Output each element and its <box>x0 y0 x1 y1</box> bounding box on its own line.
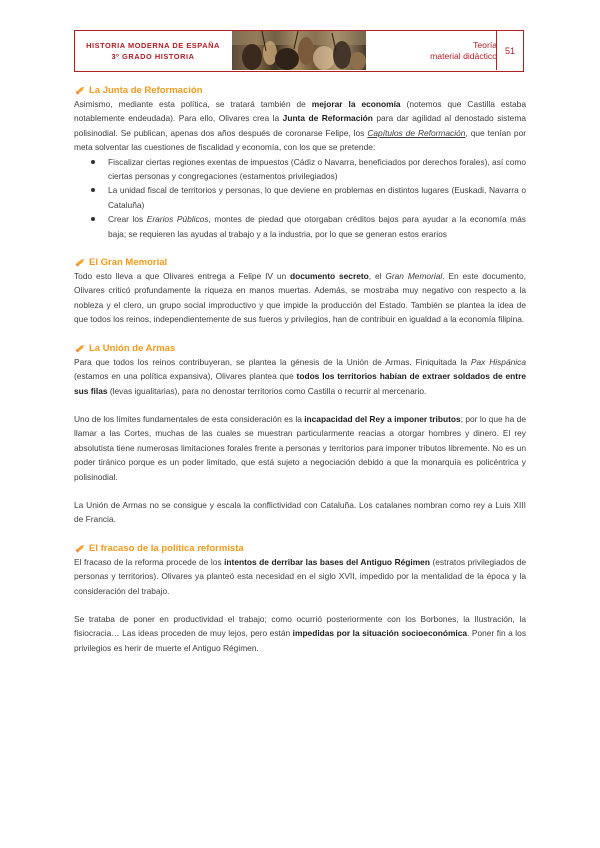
course-subtitle: 3º GRADO HISTORIA <box>111 51 195 61</box>
list-item <box>108 212 526 241</box>
page-content <box>74 84 526 655</box>
text-run: Se trataba de poner en productividad el trabajo; como ocurrió posteriormente con los Borbones, la Ilustración, la fisiocracia… Las ideas proceden de muy lejos, pero están <box>74 613 526 639</box>
text-run: Para que todos los reinos contribuyeran, se plantea la génesis de la Unión de Armas. Finiquitada la <box>74 356 471 367</box>
text-run: Asimismo, mediante esta política, se tratará también de <box>74 99 312 109</box>
material-type-line2: material didáctico <box>430 50 497 61</box>
text-run: intentos de derribar las bases del Antiguo Régimen <box>224 556 430 567</box>
pencil-icon <box>74 85 86 96</box>
text-run: mejorar la economía <box>311 99 401 109</box>
section-heading <box>74 342 526 355</box>
section-heading-text: El fracaso de la política reformista <box>89 542 244 554</box>
header-painting-image <box>232 31 366 70</box>
material-type-line1: Teoría <box>473 39 497 50</box>
paragraph <box>74 555 526 598</box>
pencil-icon <box>74 543 86 554</box>
paragraph <box>74 612 526 655</box>
list-item <box>108 183 526 212</box>
text-run: documento secreto <box>290 271 369 282</box>
text-run: Capítulos de Reformación <box>367 127 466 138</box>
text-run: para dar agilidad al denostado sistema polisinodial. Se publican, apenas dos años después de coronarse Felipe, los <box>74 113 526 138</box>
text-run: Gran Memorial <box>385 271 443 282</box>
text-run: Todo esto lleva a que Olivares entrega a Felipe IV un <box>74 271 291 282</box>
paragraph <box>74 355 526 398</box>
text-run: Erarios Públicos <box>146 214 209 225</box>
painting-illustration <box>232 31 366 70</box>
paragraph <box>74 97 526 155</box>
text-run: , que tenían por meta solventar las cuestiones de fiscalidad y economía, con los que se pretende: <box>74 127 527 153</box>
text-run: (estamos en una política expansiva), Olivares plantea que <box>74 371 297 382</box>
paragraph <box>74 269 526 327</box>
text-run: Junta de Reformación <box>282 113 373 124</box>
list-item <box>108 155 526 184</box>
section-heading-text: El Gran Memorial <box>89 257 168 269</box>
text-run: La Unión de Armas no se consigue y escala la conflictividad con Cataluña. Los catalanes nombran como rey a Luis XIII de Francia. <box>74 499 526 525</box>
material-type-block <box>375 31 497 70</box>
section-heading <box>74 84 526 97</box>
paragraph <box>74 412 526 484</box>
text-run: Uno de los límites fundamentales de esta consideración es la <box>74 413 305 424</box>
text-run: El fracaso de la reforma procede de los <box>74 556 225 567</box>
text-run: ; por lo que ha de llamar a las Cortes, muchas de las cuales se muestran particularmente reacias a otorgar hombres y dinero. El rey absolutista tiene numerosas limitaciones forales frente a personas y territorios para imponer tributos libremente. No es un poder tiránico porque es un poder limitado, que está sujeto a negociación debido a que la monarquía es policéntrica y polisinodial. <box>74 413 526 482</box>
section-heading-text: La Junta de Reformación <box>89 85 203 96</box>
section-heading-text: La Unión de Armas <box>89 342 176 354</box>
text-run: todos los territorios habían de extraer soldados de entre sus filas <box>74 371 526 396</box>
text-run: impedidas por la situación socioeconómica <box>292 628 468 639</box>
section-heading <box>74 542 526 555</box>
text-run: (levas igualitarias), para no denostar territorios como Castilla o recurrir al mercenario. <box>107 385 427 396</box>
text-run: Pax Hispánica <box>470 356 526 367</box>
text-run: . En este documento, Olivares criticó profundamente la riqueza en manos muertas. Además, se mostraba muy negativo con respecto a la nobleza y el clero, un grupo social improductivo y que impide la producción del Estado. También se plantea la idea de que todos los reinos, independientemente de sus fueros y privilegios, han de contribuir en igualdad a la economía filipina. <box>74 271 526 325</box>
page-number: 51 <box>496 31 523 70</box>
course-title-block <box>75 31 231 70</box>
text-run: Crear los <box>108 214 147 225</box>
section-heading <box>74 256 526 269</box>
bullet-list <box>74 155 526 241</box>
paragraph <box>74 498 526 527</box>
text-run: (estratos privilegiados de personas y territorios). Olivares ya planteó esta necesidad en el siglo XVII, impedido por la mentalidad de la época y la consideración del trabajo. <box>74 556 526 596</box>
page-header <box>74 30 524 72</box>
text-run: (notemos que Castilla estaba notablemente endeudada). Para ello, Olivares crea la <box>74 99 526 124</box>
text-run: , montes de piedad que otorgaban créditos bajos para ayudar a la economía más baja; se requieren las ayudas al trabajo y a la industria, por lo que se generan estos erarios <box>108 214 526 239</box>
text-run: Fiscalizar ciertas regiones exentas de impuestos (Cádiz o Navarra, beneficiados por derechos forales), así como ciertas personas y congregaciones (estamentos privilegiados) <box>108 156 527 182</box>
pencil-icon <box>74 343 86 354</box>
text-run: , el <box>368 271 386 282</box>
course-title: HISTORIA MODERNA DE ESPAÑA <box>86 40 220 50</box>
text-run: incapacidad del Rey a imponer tributos <box>304 413 461 424</box>
pencil-icon <box>74 257 86 268</box>
text-run: La unidad fiscal de territorios y personas, lo que deviene en problemas en distintos lugares (Euskadi, Navarra o Cataluña) <box>108 185 526 210</box>
text-run: . Poner fin a los privilegios es herir de muerte el Antiguo Régimen. <box>74 628 527 653</box>
